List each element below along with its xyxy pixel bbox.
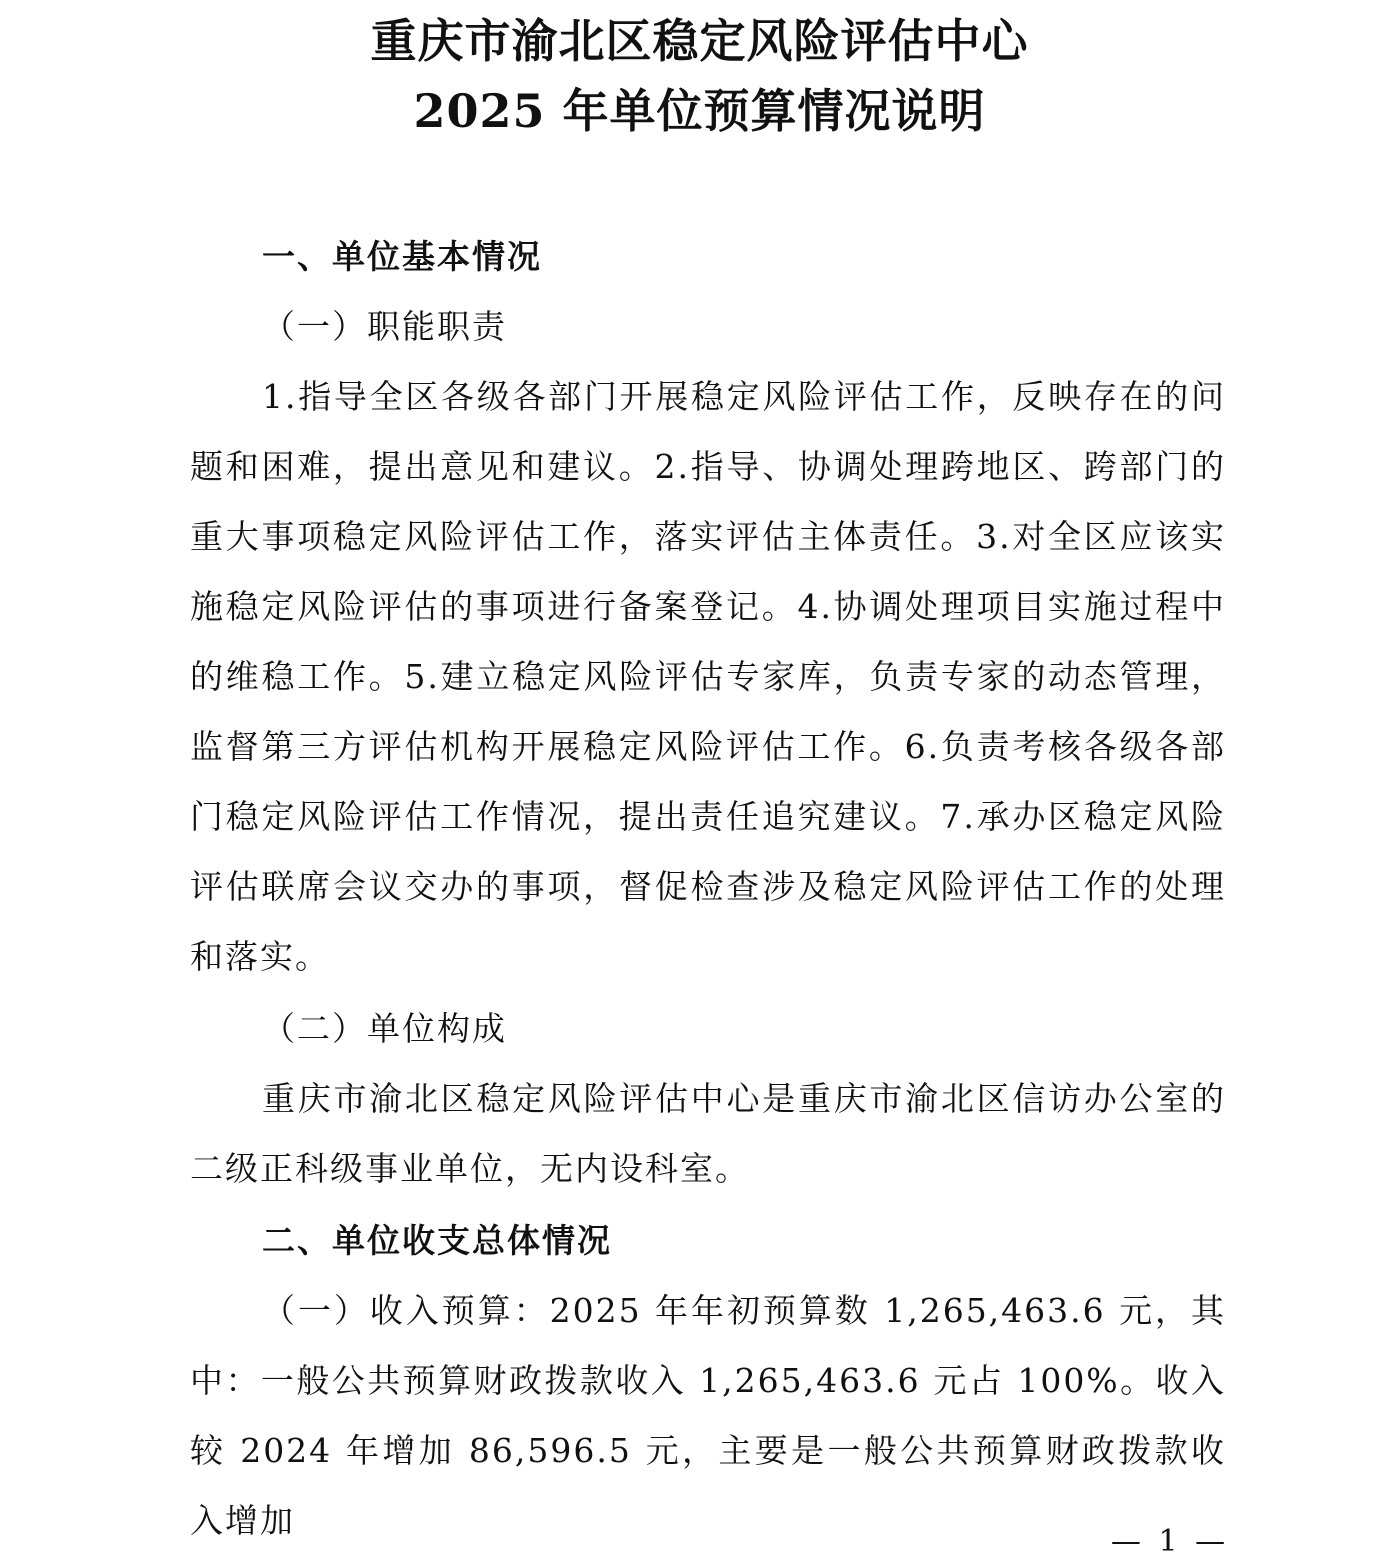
subsection-heading-duties: （一）职能职责 [262, 307, 507, 346]
paragraph-composition: 重庆市渝北区稳定风险评估中心是重庆市渝北区信访办公室的二级正科级事业单位，无内设科室。 [190, 1079, 1226, 1188]
paragraph-income-budget: （一）收入预算：2025 年年初预算数 1,265,463.6 元，其中：一般公共预算财政拨款收入 1,265,463.6 元占 100%。收入较 2024 年增加 86,596.5 元，主要是一般公共预算财政拨款收入增加 [190, 1291, 1226, 1540]
section-heading-budget-overview: 二、单位收支总体情况 [262, 1221, 612, 1260]
paragraph-duties: 1.指导全区各级各部门开展稳定风险评估工作，反映存在的问题和困难，提出意见和建议。2.指导、协调处理跨地区、跨部门的重大事项稳定风险评估工作，落实评估主体责任。3.对全区应该实施稳定风险评估的事项进行备案登记。4.协调处理项目实施过程中的维稳工作。5.建立稳定风险评估专家库，负责专家的动态管理，监督第三方评估机构开展稳定风险评估工作。6.负责考核各级各部门稳定风险评估工作情况，提出责任追究建议。7.承办区稳定风险评估联席会议交办的事项，督促检查涉及稳定风险评估工作的处理和落实。 [190, 377, 1226, 976]
page-number: — 1 — [1110, 1524, 1230, 1559]
document-title-line1: 重庆市渝北区稳定风险评估中心 [370, 14, 1029, 68]
section-heading-basic-info: 一、单位基本情况 [262, 237, 542, 276]
document-title-line2: 2025 年单位预算情况说明 [413, 84, 986, 138]
subsection-heading-composition: （二）单位构成 [262, 1009, 507, 1048]
